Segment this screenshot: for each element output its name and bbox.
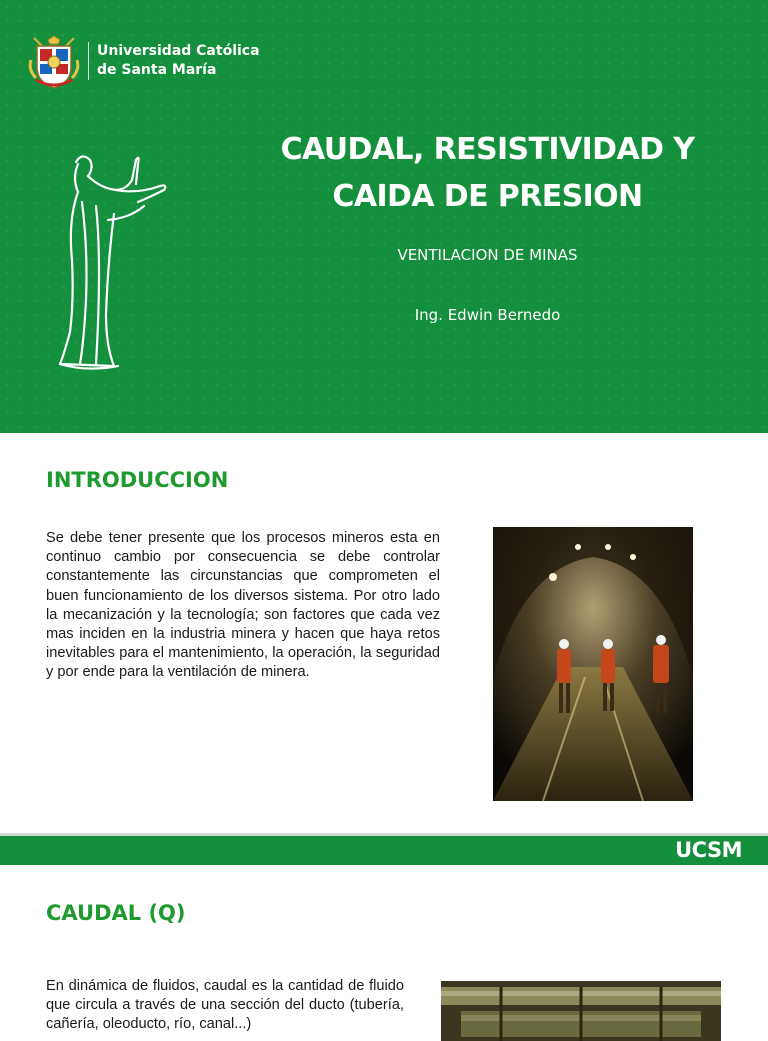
university-name-line1: Universidad Católica bbox=[97, 43, 260, 59]
university-coat-of-arms-icon bbox=[28, 34, 80, 90]
presentation-author: Ing. Edwin Bernedo bbox=[414, 306, 561, 324]
introduction-paragraph: Se debe tener presente que los procesos mineros esta en continuo cambio por consecuencia se debe controlar constantemente las circunstancias que comprometen el buen funcionamiento de los diversos sistema. Por otro lado la mecanización y la tecnología; son factores que cada vez mas inciden en la industria minera y hacen que haya retos inevitables para el mantenimiento, la operación, la seguridad y por ende para la ventilación de minera. bbox=[46, 530, 440, 681]
virgin-statue-icon bbox=[52, 150, 177, 375]
presentation-subtitle: VENTILACION DE MINAS bbox=[397, 246, 578, 264]
introduction-heading: INTRODUCCION bbox=[46, 468, 229, 492]
mine-tunnel-photo bbox=[493, 527, 693, 801]
ucsm-wordmark: UCSM bbox=[675, 838, 742, 862]
title-slide bbox=[0, 0, 768, 433]
university-name bbox=[97, 42, 260, 80]
university-name-line2: de Santa María bbox=[97, 62, 217, 78]
ucsm-footer-band bbox=[0, 836, 768, 865]
caudal-slide bbox=[0, 865, 768, 1033]
caudal-heading: CAUDAL (Q) bbox=[46, 901, 186, 925]
presentation-title: CAUDAL, RESISTIVIDAD Y CAIDA DE PRESION bbox=[280, 132, 695, 214]
caudal-paragraph: En dinámica de fluidos, caudal es la cantidad de fluido que circula a través de una sección del ducto (tubería, cañería, oleoducto, río, canal...) bbox=[46, 978, 404, 1033]
introduction-slide bbox=[0, 433, 768, 833]
duct-photo bbox=[441, 981, 721, 1041]
logo-divider bbox=[88, 42, 89, 80]
